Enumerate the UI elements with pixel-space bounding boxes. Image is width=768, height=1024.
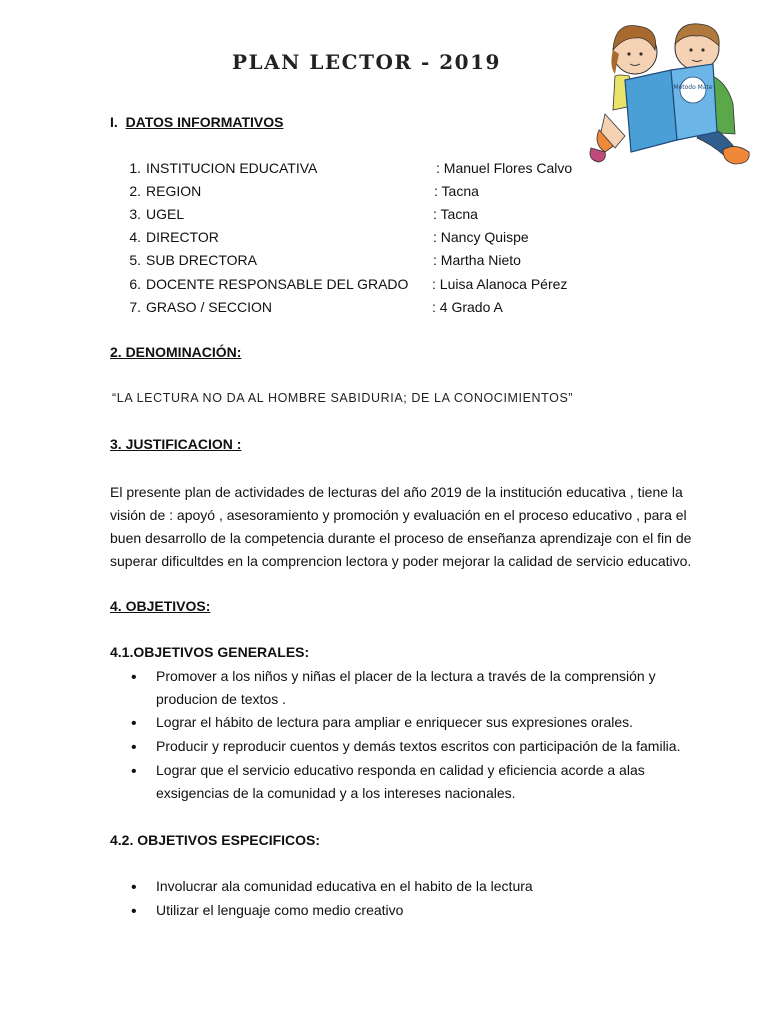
specific-objectives-heading: 4.2. OBJETIVOS ESPECIFICOS: [110,832,321,848]
general-objectives-heading: 4.1.OBJETIVOS GENERALES: [110,644,310,660]
bullet-icon: • [131,669,137,686]
list-item-text: Utilizar el lenguaje como medio creativo [156,902,404,918]
info-value: : Manuel Flores Calvo [436,160,573,176]
info-number: 1. [129,160,141,176]
paragraph-line: buen desarrollo de la competencia durante el proceso de enseñanza aprendizaje con el fin de [110,530,692,546]
info-value: : Luisa Alanoca Pérez [432,276,568,292]
justification-paragraph [110,481,710,573]
info-value: : Nancy Quispe [433,229,529,245]
section-4-heading: 4. OBJETIVOS: [110,598,211,614]
info-row [0,276,768,292]
info-row [0,299,768,315]
info-value: : Tacna [434,183,479,199]
bullet-icon: • [131,903,137,920]
info-row [0,160,768,176]
motto-quote: “LA LECTURA NO DA AL HOMBRE SABIDURIA; DE LA CONOCIMIENTOS” [112,391,574,405]
section-1-title: DATOS INFORMATIVOS [125,114,284,130]
info-label: DOCENTE RESPONSABLE DEL GRADO [146,276,409,292]
info-value: : Martha Nieto [433,252,521,268]
info-row [0,206,768,222]
section-1-number: I. [110,114,118,130]
info-number: 3. [129,206,141,222]
info-label: SUB DRECTORA [146,252,257,268]
info-label: INSTITUCION EDUCATIVA [146,160,318,176]
info-label: REGION [146,183,202,199]
info-number: 2. [129,183,141,199]
info-label: DIRECTOR [146,229,219,245]
bullet-icon: • [131,879,137,896]
children-reading-illustration [585,14,755,170]
info-number: 7. [129,299,141,315]
section-3-heading: 3. JUSTIFICACION : [110,436,242,452]
list-item-text: Promover a los niños y niñas el placer de la lectura a través de la comprensión y producion de textos . [156,668,656,707]
bullet-icon: • [131,715,137,732]
info-number: 6. [129,276,141,292]
info-value: : Tacna [433,206,478,222]
paragraph-line: superar dificultdes en la comprencion lectora y poder mejorar la calidad de servicio educativo. [110,553,692,569]
info-row [0,183,768,199]
section-2-heading: 2. DENOMINACIÓN: [110,344,242,360]
info-number: 5. [129,252,141,268]
info-row [0,229,768,245]
info-row [0,252,768,268]
bullet-icon: • [131,739,137,756]
info-label: GRASO / SECCION [146,299,273,315]
page-title: PLAN LECTOR - 2019 [232,50,501,74]
list-item-text: Lograr que el servicio educativo responda en calidad y eficiencia acorde a alas exsigencias de la comunidad y a los intereses nacionales. [156,762,645,801]
children-reading-icon [585,14,755,170]
list-item-text: Involucrar ala comunidad educativa en el habito de la lectura [156,878,533,894]
book-title: Método Mate [673,84,713,91]
paragraph-line: visión de : apoyó , asesoramiento y promoción y evaluación en el proceso educativo , para el [110,507,687,523]
info-label: UGEL [146,206,185,222]
section-1-heading [110,114,283,130]
info-value: : 4 Grado A [432,299,503,315]
list-item-text: Producir y reproducir cuentos y demás textos escritos con participación de la familia. [156,738,681,754]
bullet-icon: • [131,763,137,780]
paragraph-line: El presente plan de actividades de lecturas del año 2019 de la institución educativa , tiene la [110,484,683,500]
info-number: 4. [129,229,141,245]
list-item-text: Lograr el hábito de lectura para ampliar e enriquecer sus expresiones orales. [156,714,634,730]
